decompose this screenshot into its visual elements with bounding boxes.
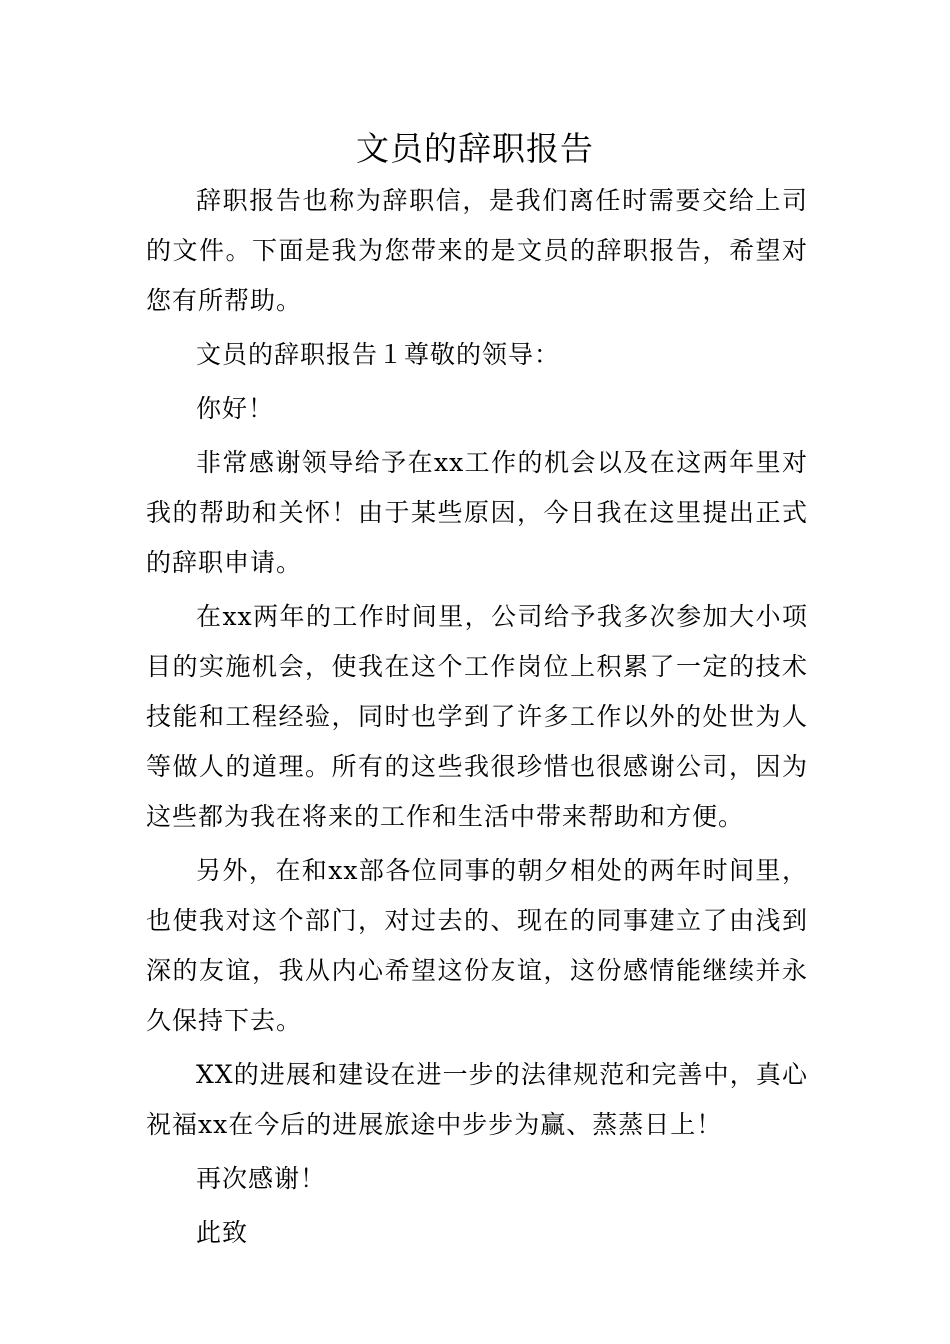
document-body <box>146 176 808 1262</box>
thanks-again-paragraph: 再次感谢！ <box>196 1164 327 1193</box>
experience-paragraph: 在xx两年的工作时间里，公司给予我多次参加大小项目的实施机会，使我在这个工作岗位上积累了一定的技术技能和工程经验，同时也学到了许多工作以外的处世为人等做人的道理。所有的这些我很珍惜也很感谢公司，因为这些都为我在将来的工作和生活中带来帮助和方便。 <box>146 602 808 831</box>
closing-paragraph: 此致 <box>196 1218 249 1247</box>
greeting-paragraph: 你好！ <box>196 394 275 423</box>
colleagues-paragraph: 另外，在和xx部各位同事的朝夕相处的两年时间里，也使我对这个部门，对过去的、现在的同事建立了由浅到深的友谊，我从内心希望这份友谊，这份感情能继续并永久保持下去。 <box>146 856 808 1035</box>
intro-paragraph: 辞职报告也称为辞职信，是我们离任时需要交给上司的文件。下面是我为您带来的是文员的辞职报告，希望对您有所帮助。 <box>146 186 808 315</box>
thanks-paragraph: 非常感谢领导给予在xx工作的机会以及在这两年里对我的帮助和关怀！由于某些原因，今日我在这里提出正式的辞职申请。 <box>146 448 808 577</box>
document-title: 文员的辞职报告 <box>356 129 594 168</box>
letter-heading: 文员的辞职报告１尊敬的领导： <box>196 340 561 369</box>
blessing-paragraph: XX的进展和建设在进一步的法律规范和完善中，真心祝福xx在今后的进展旅途中步步为赢、蒸蒸日上！ <box>146 1060 808 1139</box>
